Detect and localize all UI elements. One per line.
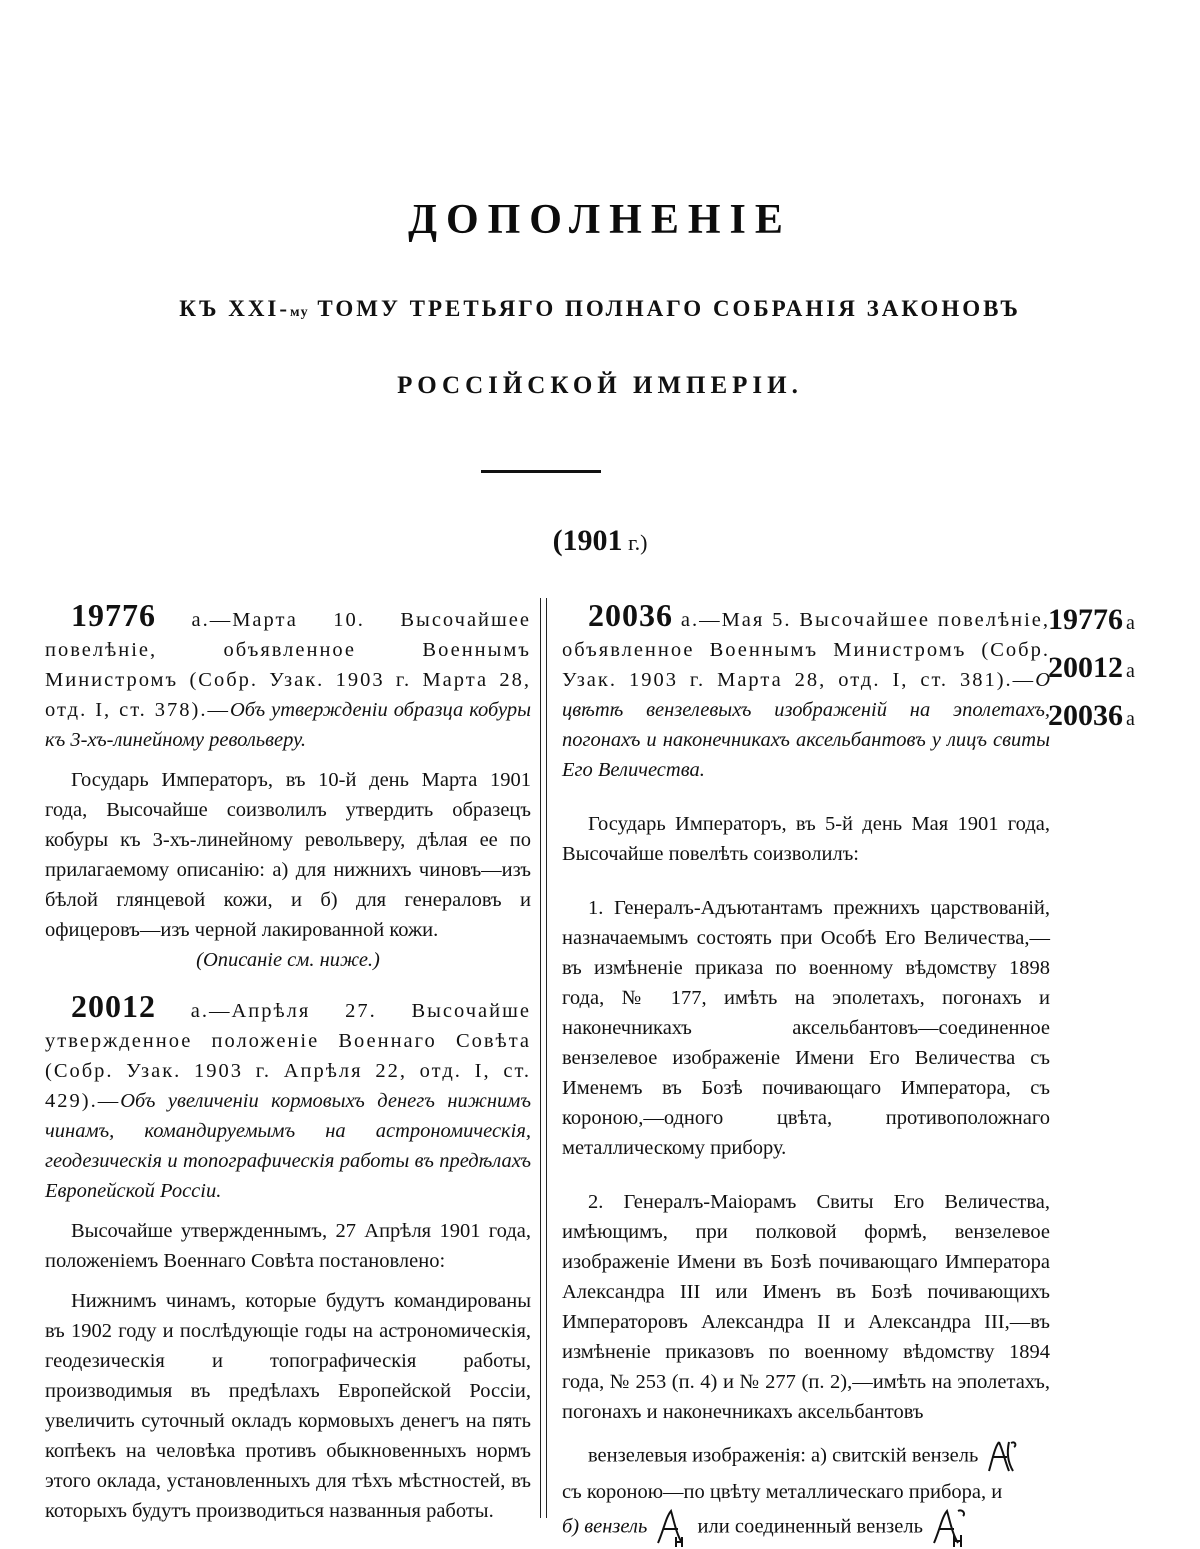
margin-ref-number: 19776	[1048, 603, 1123, 636]
article-topic: О цвѣтѣ вензелевыхъ изображеній на эполетахъ, погонахъ и наконечникахъ аксельбантовъ у лицъ свиты Его Величества.	[562, 669, 1050, 781]
subtitle-ordinal-suffix: му	[290, 305, 309, 320]
margin-references	[1048, 600, 1198, 744]
year-heading	[0, 524, 1200, 558]
description-note: (Описаніе см. ниже.)	[196, 949, 380, 971]
article-topic: Объ увеличеніи кормовыхъ денегъ нижнимъ чинамъ, командируемымъ на астрономическія, геодезическія и топографическія работы въ предѣлахъ Европейской Россіи.	[45, 1090, 531, 1202]
article-number: 19776	[71, 597, 156, 633]
margin-ref	[1048, 648, 1198, 696]
monogram-a-icon	[652, 1507, 692, 1549]
article-19776-body: Государь Императоръ, въ 10-й день Марта 1901 года, Высочайше соизволилъ утвердить образецъ кобуры къ 3-хъ-линейному револьверу, дѣлая ее по прилагаемому описанію: а) для нижнихъ чиновъ—изъ бѣлой глянцевой кожи, и б) для генераловъ и офицеровъ—изъ черной лакированной кожи.	[45, 769, 531, 941]
margin-ref-suffix: а	[1126, 708, 1135, 730]
monogram-text: б) вензель	[562, 1515, 648, 1538]
margin-ref-suffix: а	[1126, 660, 1135, 682]
article-header-text: а.—Апрѣля 27. Высочайше утвержденное положеніе Военнаго Совѣта (Собр. Узак. 1903 г. Апрѣля 22, отд. I, ст. 429).—	[45, 1000, 531, 1112]
article-19776-heading	[45, 597, 531, 755]
subtitle-prefix: КЪ XXI-	[179, 296, 291, 321]
margin-ref-suffix: а	[1126, 612, 1135, 634]
article-20012-paragraph-2: Нижнимъ чинамъ, которые будутъ командированы въ 1902 году и послѣдующіе годы на астрономическія, геодезическія и топографическія работы, производимыя въ предѣлахъ Европейской Россіи, увеличить суточный окладъ кормовыхъ денегъ на пять копѣекъ на человѣка противъ обыкновенныхъ нормъ этого оклада, установленныхъ для тѣхъ мѣстностей, въ которыхъ будутъ производиться названныя работы.	[45, 1290, 531, 1522]
year-number: (1901	[552, 524, 623, 557]
article-20036-paragraph-3: 2. Генералъ-Маіорамъ Свиты Его Величества, имѣющимъ, при полковой формѣ, вензелевое изображеніе Имени въ Бозѣ почивающаго Императора Александра III или Именъ въ Бозѣ почивающихъ Императоровъ Александра II и Александра III,—въ измѣненіе приказовъ по военному вѣдомству 1894 года, № 253 (п. 4) и № 277 (п. 2),—имѣть на эполетахъ, погонахъ и наконечникахъ аксельбантовъ	[562, 1191, 1050, 1423]
monogram-line-3	[562, 1507, 1050, 1549]
subtitle-line-2: РОССІЙСКОЙ ИМПЕРІИ.	[397, 372, 803, 399]
margin-ref-number: 20036	[1048, 699, 1123, 732]
margin-ref	[1048, 696, 1198, 744]
article-header-text: а.—Мая 5. Высочайшее повелѣніе, объявленное Военнымъ Министромъ (Собр. Узак. 1903 г. Марта 28, отд. I, ст. 381).—	[562, 609, 1050, 691]
subtitle-rest: ТОМУ ТРЕТЬЯГО ПОЛНАГО СОБРАНІЯ ЗАКОНОВЪ	[308, 296, 1021, 321]
monogram-line-2: съ короною—по цвѣту металлическаго прибора, и	[562, 1481, 1003, 1503]
article-header-text: а.—Марта 10. Высочайшее повелѣніе, объявленное Военнымъ Министромъ (Собр. Узак. 1903 г. Марта 28, отд. I, ст. 378).—	[45, 609, 531, 721]
article-topic: Объ утвержденіи образца кобуры къ 3-хъ-линейному револьверу.	[45, 699, 531, 751]
subtitle-line-1	[0, 296, 1200, 322]
monogram-text: вензелевыя изображенія: а) свитскій вензель	[588, 1444, 979, 1467]
article-number: 20036	[588, 597, 673, 633]
year-suffix: г.)	[622, 530, 648, 555]
article-20036-paragraph-2: 1. Генералъ-Адъютантамъ прежнихъ царствованій, назначаемымъ состоять при Особѣ Его Величества,—въ измѣненіе приказа по военному вѣдомству 1898 года, № 177, имѣть на эполетахъ, погонахъ и наконечникахъ аксельбантовъ—соединенное вензелевое изображеніе Имени Его Величества съ Именемъ въ Бозѣ почивающаго Императора, съ короною,—одного цвѣта, противоположнаго металлическому прибору.	[562, 897, 1050, 1159]
left-column	[45, 597, 531, 1526]
right-column	[562, 597, 1050, 1549]
column-divider	[540, 598, 547, 1518]
article-20012-paragraph-1: Высочайше утвержденнымъ, 27 Апрѣля 1901 года, положеніемъ Военнаго Совѣта постановлено:	[45, 1220, 531, 1272]
article-20012-heading	[45, 988, 531, 1206]
margin-ref	[1048, 600, 1198, 648]
margin-ref-number: 20012	[1048, 651, 1123, 684]
monogram-line-1	[562, 1437, 1050, 1477]
article-number: 20012	[71, 988, 156, 1024]
suite-monogram-icon	[983, 1437, 1021, 1477]
title-rule	[481, 470, 601, 473]
page-title: ДОПОЛНЕНІЕ	[408, 197, 792, 243]
article-20036-heading	[562, 597, 1050, 785]
joint-monogram-icon	[928, 1507, 972, 1549]
monogram-text: или соединенный вензель	[697, 1515, 923, 1538]
article-20036-paragraph-1: Государь Императоръ, въ 5-й день Мая 1901 года, Высочайше повелѣть соизволилъ:	[562, 813, 1050, 865]
